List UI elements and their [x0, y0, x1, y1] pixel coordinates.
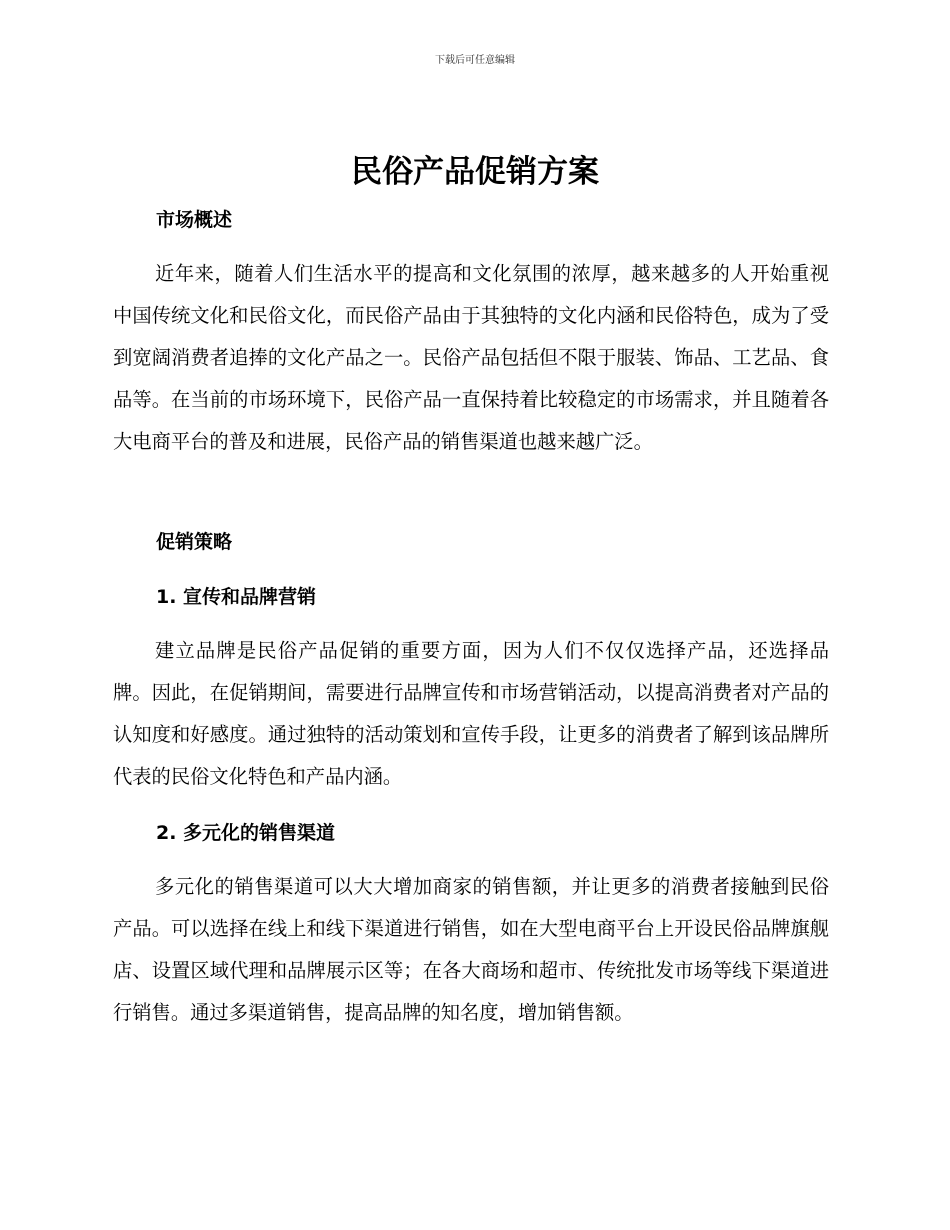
- paragraph-sales-channels: 多元化的销售渠道可以大大增加商家的销售额，并让更多的消费者接触到民俗产品。可以选择在线上和线下渠道进行销售，如在大型电商平台上开设民俗品牌旗舰店、设置区域代理和品牌展示区等；在各大商场和超市、传统批发市场等线下渠道进行销售。通过多渠道销售，提高品牌的知名度，增加销售额。: [113, 875, 829, 1024]
- header-note: 下载后可任意编辑: [435, 55, 515, 66]
- page-title: 民俗产品促销方案: [351, 154, 599, 190]
- paragraph-market-overview: 近年来，随着人们生活水平的提高和文化氛围的浓厚，越来越多的人开始重视中国传统文化和民俗文化，而民俗产品由于其独特的文化内涵和民俗特色，成为了受到宽阔消费者追捧的文化产品之一。民俗产品包括但不限于服装、饰品、工艺品、食品等。在当前的市场环境下，民俗产品一直保持着比较稳定的市场需求，并且随着各大电商平台的普及和进展，民俗产品的销售渠道也越来越广泛。: [113, 262, 829, 453]
- subheading-sales-channels: 2. 多元化的销售渠道: [156, 822, 336, 844]
- subheading-brand-marketing: 1. 宣传和品牌营销: [156, 586, 317, 608]
- paragraph-brand-marketing: 建立品牌是民俗产品促销的重要方面，因为人们不仅仅选择产品，还选择品牌。因此，在促销期间，需要进行品牌宣传和市场营销活动，以提高消费者对产品的认知度和好感度。通过独特的活动策划和宣传手段，让更多的消费者了解到该品牌所代表的民俗文化特色和产品内涵。: [113, 639, 829, 788]
- section-heading-promotion-strategy: 促销策略: [156, 531, 233, 553]
- section-heading-market-overview: 市场概述: [156, 209, 233, 231]
